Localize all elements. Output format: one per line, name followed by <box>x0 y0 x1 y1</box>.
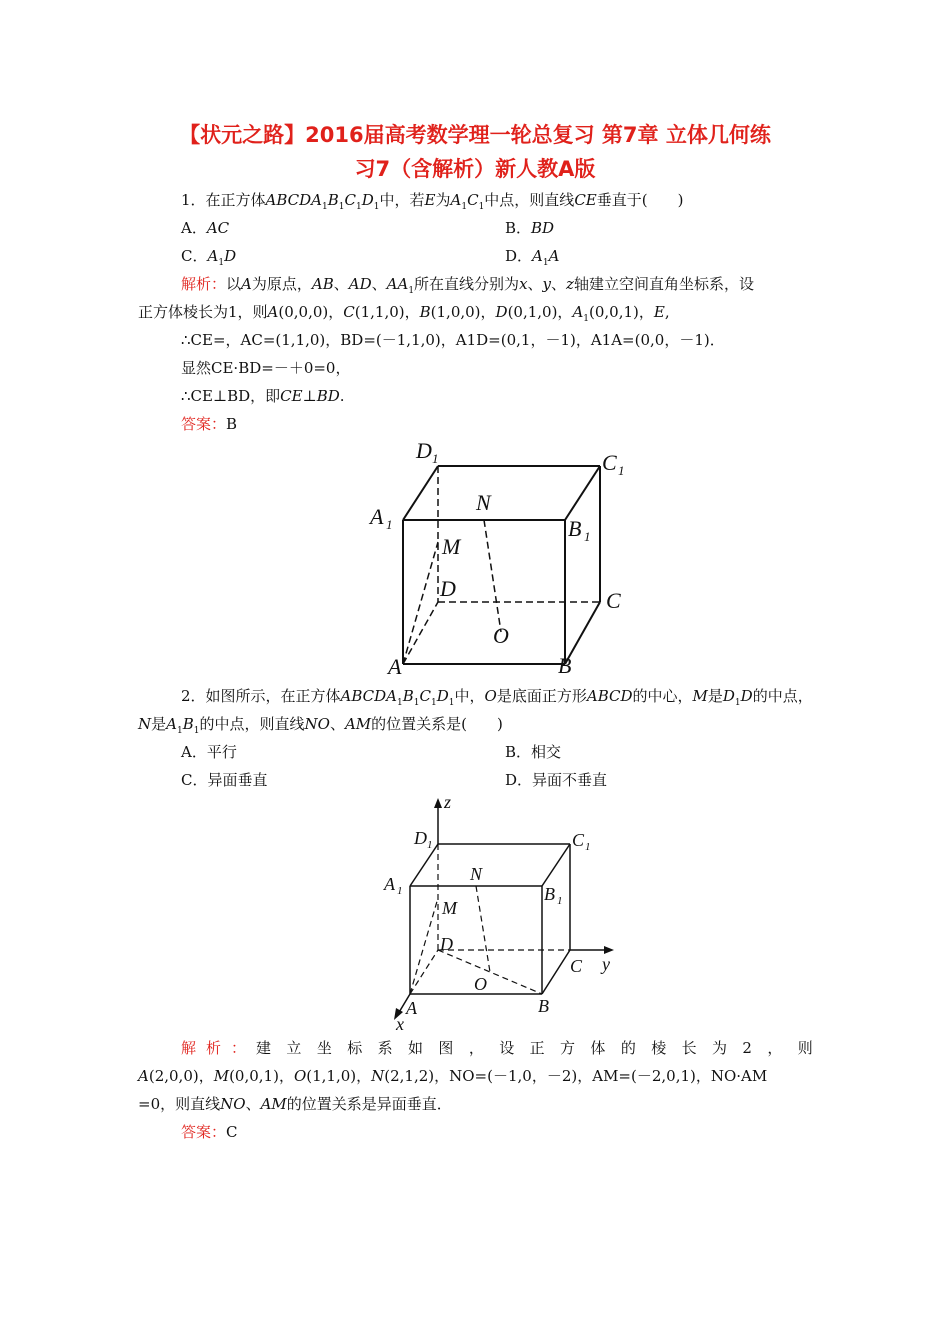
fig2-label-d1: D <box>414 828 427 848</box>
fig2-label-b: B <box>538 996 549 1016</box>
q2-answer: 答案：C <box>181 1123 238 1141</box>
doc-title-line2: 习7（含解析）新人教A版 <box>354 157 596 181</box>
svg-text:1: 1 <box>584 529 591 544</box>
fig1-label-a: A <box>388 654 402 679</box>
q1-analysis-line2: 正方体棱长为1，则A(0,0,0)，C(1,1,0)，B(1,0,0)，D(0,1,0)，$A_1(0,0,1)$，E, <box>138 303 670 324</box>
q1-stem: 1．在正方体$ABCDA_1B_1C_1D_1$中，若E为$A_1C_1$中点，则直线CE垂直于( ) <box>181 191 684 212</box>
figure-1-cube <box>360 436 640 684</box>
svg-text:1: 1 <box>618 463 625 478</box>
q1-option-c: C．$A_1D$ <box>181 247 237 268</box>
q1-analysis-line4: 显然CE·BD=－＋0=0， <box>181 359 351 377</box>
q2-option-a: A．平行 <box>181 743 237 761</box>
q2-analysis-line3: =0，则直线NO、AM的位置关系是异面垂直． <box>138 1095 452 1113</box>
q1-option-b: B．BD <box>505 219 555 237</box>
fig2-label-d: D <box>440 934 453 954</box>
q2-stem-line1: 2．如图所示，在正方体$ABCDA_1B_1C_1D_1$中，O是底面正方形ABCD的中心，M是$D_1D$的中点， <box>181 687 813 708</box>
fig2-label-c1: C <box>572 830 585 850</box>
svg-text:1: 1 <box>585 841 591 853</box>
fig1-label-a1: A <box>370 504 384 529</box>
fig2-label-a1: A <box>384 874 395 894</box>
fig1-label-c: C <box>606 588 621 613</box>
fig2-axis-x: x <box>396 1014 404 1034</box>
q1-answer: 答案：B <box>181 415 238 433</box>
q2-analysis-line1: 解析：建立坐标系如图，设正方体的棱长为2，则 <box>181 1039 829 1057</box>
q1-analysis-line3: ∴CE=，AC=(1,1,0)，BD=(－1,1,0)，A1D=(0,1，－1)，A1A=(0,0，－1)． <box>181 331 725 349</box>
fig1-label-c1: C <box>602 450 617 475</box>
q2-option-b: B．相交 <box>505 743 562 761</box>
fig2-label-o: O <box>474 974 487 994</box>
fig1-label-m: M <box>442 534 461 559</box>
fig2-label-m: M <box>442 898 457 918</box>
svg-text:1: 1 <box>386 517 393 532</box>
q2-stem-line2: N是$A_1B_1$的中点，则直线NO、AM的位置关系是( ) <box>138 715 503 736</box>
figure-2-cube-axes <box>380 794 630 1034</box>
fig1-label-o: O <box>493 623 509 648</box>
q1-analysis-line1: 解析：以A为原点，AB、AD、$AA_1$所在直线分别为x、y、z轴建立空间直角坐标系，设 <box>181 275 754 296</box>
q2-option-d: D．异面不垂直 <box>505 771 608 789</box>
fig2-axis-y: y <box>602 954 610 974</box>
svg-text:1: 1 <box>557 895 563 907</box>
fig1-label-b: B <box>558 653 572 678</box>
q2-option-c: C．异面垂直 <box>181 771 268 789</box>
q1-option-a: A．AC <box>181 219 230 237</box>
svg-text:1: 1 <box>432 451 439 466</box>
svg-text:1: 1 <box>427 839 433 851</box>
svg-text:1: 1 <box>397 885 403 897</box>
fig1-label-d1: D <box>416 438 432 463</box>
fig2-label-b1: B <box>544 884 555 904</box>
fig2-label-a: A <box>406 998 417 1018</box>
fig2-label-c: C <box>570 956 583 976</box>
fig2-axis-z: z <box>444 794 452 812</box>
q1-option-d: D．$A_1A$ <box>505 247 560 268</box>
doc-title-line1: 【状元之路】2016届高考数学理一轮总复习 第7章 立体几何练 <box>179 123 771 147</box>
q1-analysis-line5: ∴CE⊥BD，即CE⊥BD. <box>181 387 345 405</box>
q2-analysis-line2: A(2,0,0)，M(0,0,1)，O(1,1,0)，N(2,1,2)，NO=(－1,0，－2)，AM=(－2,0,1)，NO·AM <box>138 1067 768 1085</box>
fig1-label-n: N <box>476 490 491 515</box>
fig2-label-n: N <box>470 864 483 884</box>
fig1-label-b1: B <box>568 516 582 541</box>
fig1-label-d: D <box>440 576 456 601</box>
